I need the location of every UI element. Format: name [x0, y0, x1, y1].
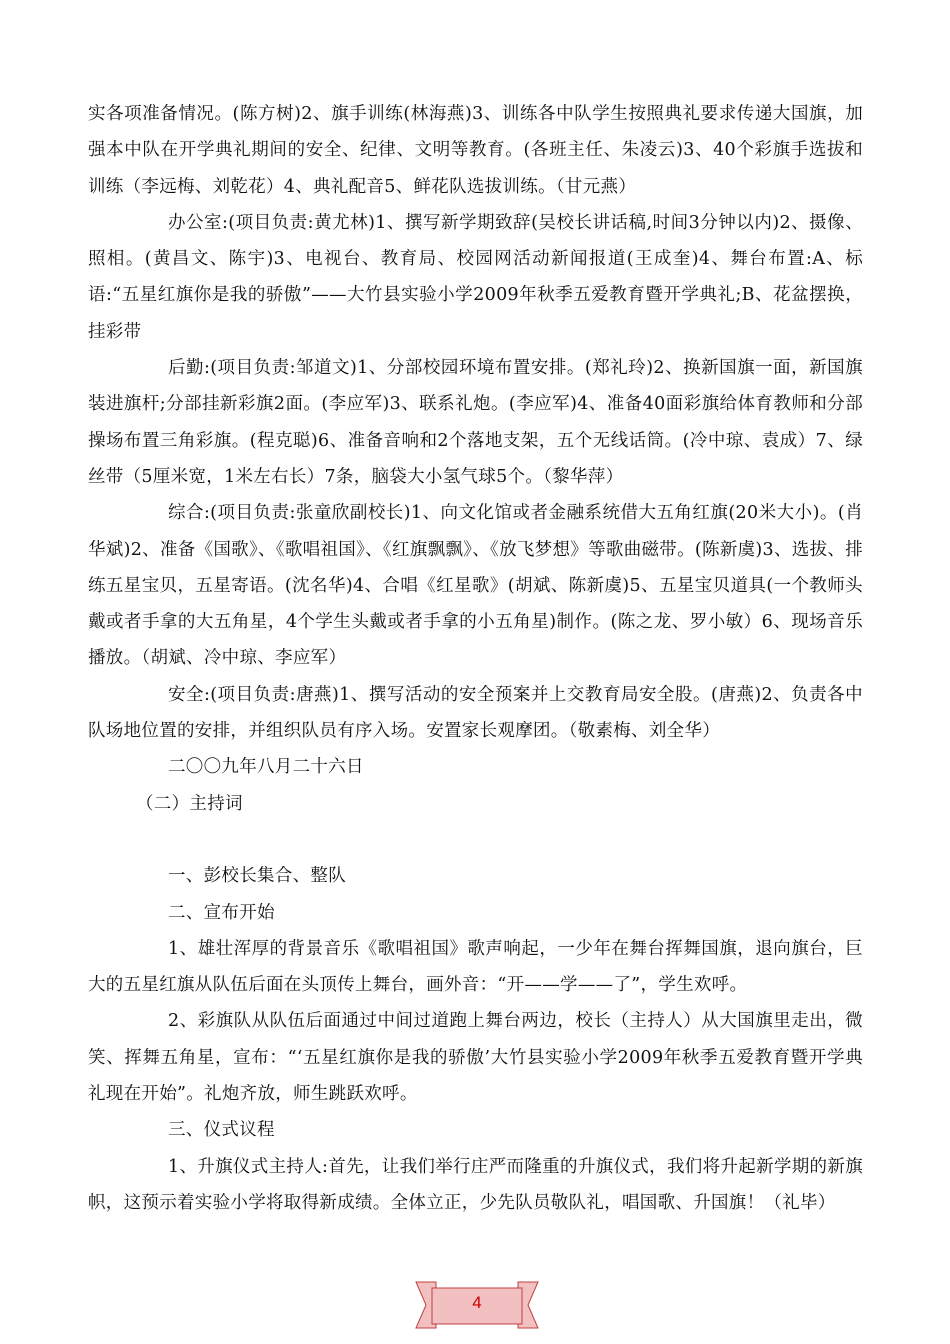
paragraph-office: 办公室:(项目负责:黄尤林)1、撰写新学期致辞(吴校长讲话稿,时间3分钟以内)2、摄像、照相。(黄昌文、陈宇)3、电视台、教育局、校园网活动新闻报道(王成奎)4、舞台布置:A、标语:“五星红旗你是我的骄傲”——大竹县实验小学2009年秋季五爱教育暨开学典礼;B、花盆摆换，挂彩带 [88, 212, 863, 342]
page-number: 4 [472, 1293, 482, 1312]
page-number-footer [412, 1272, 542, 1344]
paragraph-logistics: 后勤:(项目负责:邹道文)1、分部校园环境布置安排。(郑礼玲)2、换新国旗一面，新国旗装进旗杆;分部挂新彩旗2面。(李应军)3、联系礼炮。(李应军)4、准备40面彩旗给体育教师和分部操场布置三角彩旗。(程克聪)6、准备音响和2个落地支架，五个无线话筒。(冷中琼、袁成）7、绿丝带（5厘米宽，1米左右长）7条，脑袋大小氢气球5个。（黎华萍） [88, 358, 863, 487]
section-heading-host-script: （二）主持词 [136, 793, 243, 814]
step-heading-announce: 二、宣布开始 [168, 902, 275, 923]
paragraph-preparation-tail: 实各项准备情况。(陈方树)2、旗手训练(林海燕)3、训练各中队学生按照典礼要求传递大国旗，加强本中队在开学典礼期间的安全、纪律、文明等教育。(各班主任、朱凌云)3、40个彩旗手选拔和训练（李远梅、刘乾花）4、典礼配音5、鲜花队选拔训练。（甘元燕） [88, 104, 863, 197]
document-date: 二〇〇九年八月二十六日 [168, 757, 364, 778]
paragraph-opening-music: 1、雄壮浑厚的背景音乐《歌唱祖国》歌声响起，一少年在舞台挥舞国旗，退向旗台，巨大的五星红旗从队伍后面在头顶传上舞台，画外音：“开——学——了”，学生欢呼。 [88, 938, 863, 996]
paragraph-general: 综合:(项目负责:张童欣副校长)1、向文化馆或者金融系统借大五角红旗(20米大小)。(肖华斌)2、准备《国歌》、《歌唱祖国》、《红旗飘飘》、《放飞梦想》等歌曲磁带。(陈新虞)3、选拔、排练五星宝贝，五星寄语。(沈名华)4、合唱《红星歌》(胡斌、陈新虞)5、五星宝贝道具(一个教师头戴或者手拿的大五角星，4个学生头戴或者手拿的小五角星)制作。(陈之龙、罗小敏）6、现场音乐播放。（胡斌、冷中琼、李应军） [88, 503, 863, 669]
paragraph-flag-raising: 1、升旗仪式主持人:首先，让我们举行庄严而隆重的升旗仪式，我们将升起新学期的新旗帜，这预示着实验小学将取得新成绩。全体立正，少先队员敬队礼，唱国歌、升国旗！（礼毕） [88, 1156, 863, 1213]
paragraph-flag-team: 2、彩旗队从队伍后面通过中间过道跑上舞台两边，校长（主持人）从大国旗里走出，微笑、挥舞五角星，宣布：“‘五星红旗你是我的骄傲’大竹县实验小学2009年秋季五爱教育暨开学典礼现在开始”。礼炮齐放，师生跳跃欢呼。 [88, 1011, 863, 1105]
document-body [88, 96, 863, 1221]
paragraph-safety: 安全:(项目负责:唐燕)1、撰写活动的安全预案并上交教育局安全股。(唐燕)2、负责各中队场地位置的安排，并组织队员有序入场。安置家长观摩团。（敬素梅、刘全华） [88, 684, 863, 742]
blank-line [88, 822, 863, 858]
step-heading-assembly: 一、彭校长集合、整队 [168, 866, 346, 887]
step-heading-ceremony: 三、仪式议程 [168, 1120, 275, 1141]
